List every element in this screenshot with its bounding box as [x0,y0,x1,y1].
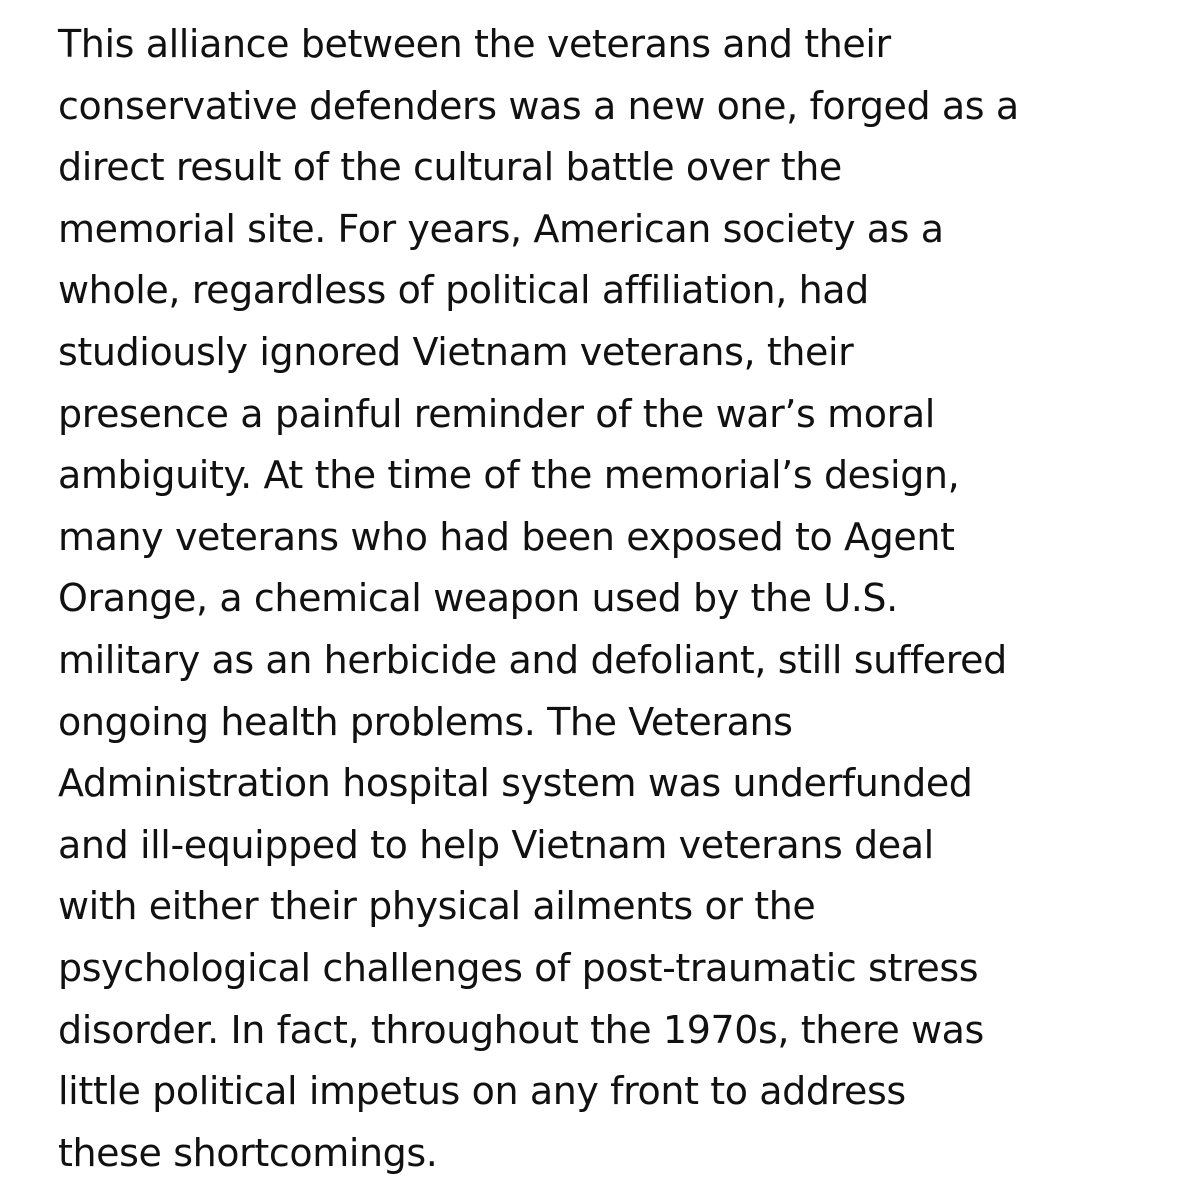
paragraph-line: ongoing health problems. The Veterans [58,699,793,744]
paragraph-line: Administration hospital system was underfunded [58,761,973,806]
paragraph-line: military as an herbicide and defoliant, still suffered [58,637,1007,682]
paragraph-line: with either their physical ailments or the [58,884,816,929]
paragraph-line: disorder. In fact, throughout the 1970s, there was [58,1007,984,1052]
paragraph-line: memorial site. For years, American society as a [58,206,944,251]
paragraph-line: conservative defenders was a new one, forged as a [58,83,1019,128]
paragraph-line: little political impetus on any front to address [58,1069,906,1114]
paragraph-line: ambiguity. At the time of the memorial’s design, [58,453,960,498]
paragraph-line: This alliance between the veterans and their [58,22,891,66]
paragraph-line: and ill-equipped to help Vietnam veterans deal [58,822,934,867]
paragraph-line: direct result of the cultural battle over the [58,145,842,190]
paragraph-line: Orange, a chemical weapon used by the U.S. [58,576,898,621]
paragraph-line: many veterans who had been exposed to Agent [58,514,955,559]
paragraph-line: psychological challenges of post-traumatic stress [58,945,979,990]
paragraph-line: whole, regardless of political affiliation, had [58,268,869,313]
body-paragraph [58,14,1188,1184]
paragraph-line: presence a painful reminder of the war’s moral [58,391,935,436]
paragraph-line: these shortcomings. [58,1130,438,1175]
paragraph-line: studiously ignored Vietnam veterans, their [58,329,854,374]
